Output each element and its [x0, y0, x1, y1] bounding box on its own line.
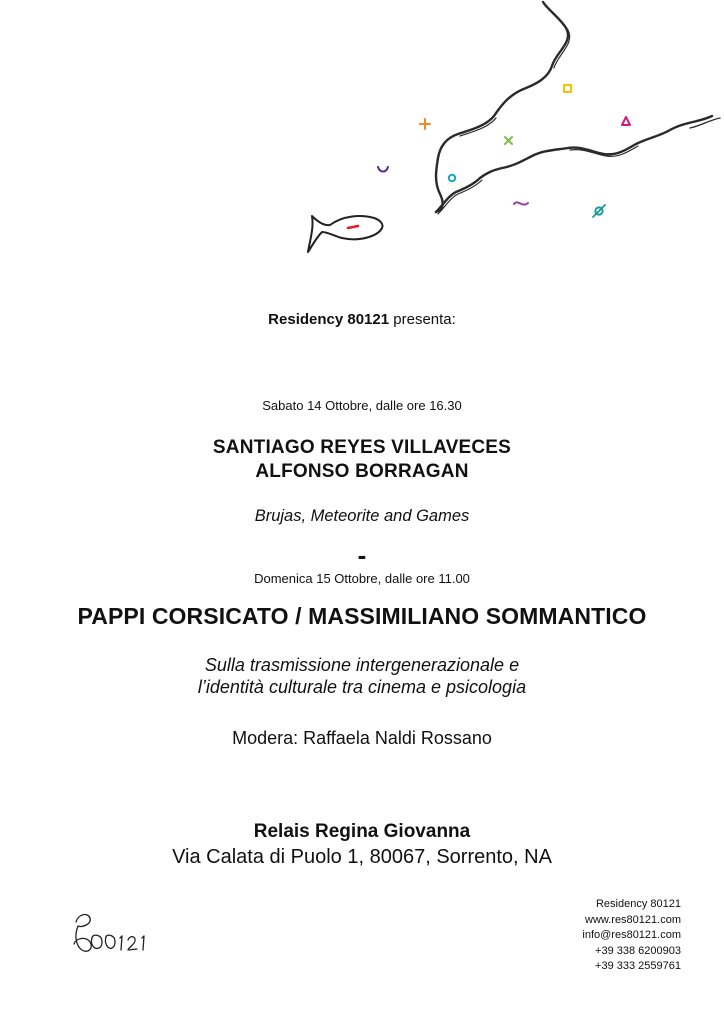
triangle-icon — [622, 117, 630, 125]
circle-slash-icon — [593, 205, 605, 217]
event2-title — [0, 654, 724, 698]
coastline-illustration — [290, 0, 724, 270]
event2-date: Domenica 15 Ottobre, dalle ore 11.00 — [254, 571, 470, 586]
intro-line — [0, 311, 724, 328]
circle-icon — [449, 175, 455, 181]
event2-moderator: Modera: Raffaela Naldi Rossano — [232, 728, 492, 748]
contact-phone-1[interactable]: +39 338 6200903 — [595, 944, 681, 957]
event2-title-line-2: l’identità culturale tra cinema e psicologia — [197, 677, 527, 697]
event1-title: Brujas, Meteorite and Games — [254, 507, 470, 525]
contact-org: Residency 80121 — [595, 898, 681, 910]
event-separator: - — [357, 540, 367, 570]
signature-logo — [66, 908, 158, 958]
venue-name: Relais Regina Giovanna — [253, 821, 471, 842]
event1-speakers — [0, 436, 724, 484]
event1-date: Sabato 14 Ottobre, dalle ore 16.30 — [262, 398, 462, 413]
event1-speaker-2: ALFONSO BORRAGAN — [255, 461, 469, 482]
plus-icon — [420, 119, 430, 129]
smile-icon — [378, 167, 388, 172]
tilde-icon — [514, 202, 528, 204]
contact-website[interactable]: www.res80121.com — [585, 913, 681, 926]
event1-speaker-1: SANTIAGO REYES VILLAVECES — [212, 437, 512, 458]
presents-text: presenta: — [393, 311, 456, 328]
square-icon — [564, 85, 571, 92]
contact-email[interactable]: info@res80121.com — [582, 929, 681, 941]
coastline-north — [436, 2, 568, 212]
organizer-name: Residency 80121 — [268, 311, 390, 328]
contact-block — [582, 897, 681, 975]
contact-phone-2[interactable]: +39 333 2559761 — [595, 960, 681, 972]
fish-icon — [308, 216, 383, 252]
venue-address: Via Calata di Puolo 1, 80067, Sorrento, NA — [172, 846, 552, 868]
event2-title-line-1: Sulla trasmissione intergenerazionale e — [204, 655, 520, 675]
event2-speakers: PAPPI CORSICATO / MASSIMILIANO SOMMANTICO — [77, 603, 647, 629]
cross-icon — [505, 137, 512, 144]
